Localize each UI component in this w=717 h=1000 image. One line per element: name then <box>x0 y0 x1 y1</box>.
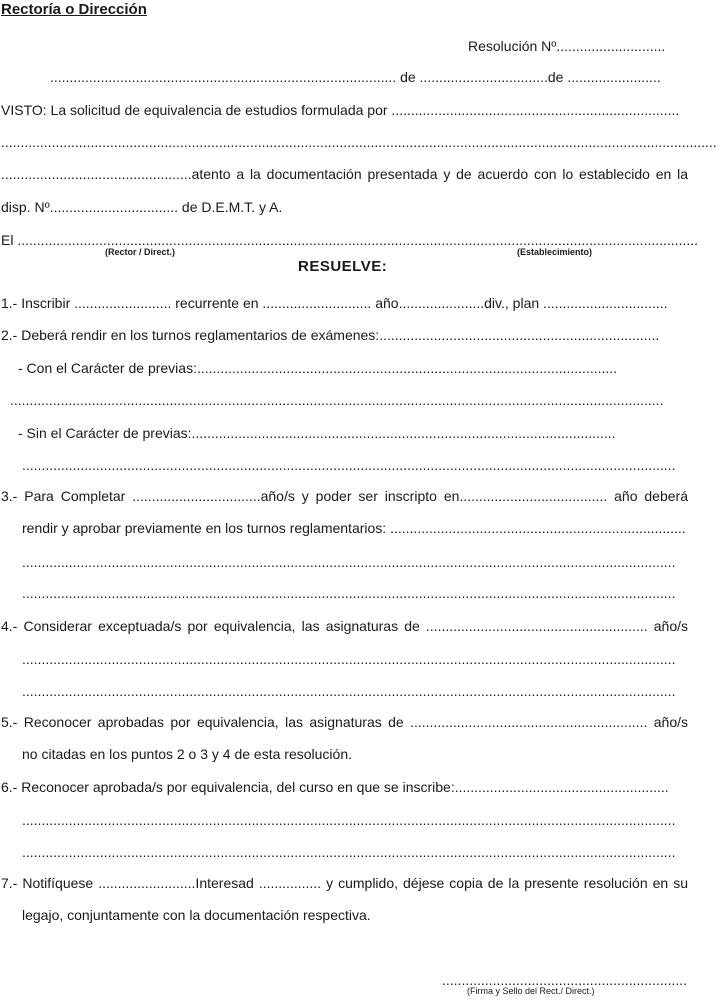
item-5-cont: no citadas en los puntos 2 o 3 y 4 de esta resolución. <box>22 746 352 762</box>
resuelve-heading: RESUELVE: <box>298 258 388 275</box>
fecha-line: ......................................................................................... de .................................de ........................ <box>50 69 661 85</box>
caption-rector: (Rector / Direct.) <box>105 247 176 257</box>
caption-establecimiento: (Establecimiento) <box>517 247 593 257</box>
item-3-dots-1: ........................................................................................................................................................................ <box>22 554 676 570</box>
item-3-dots-2: ........................................................................................................................................................................ <box>22 585 676 601</box>
visto-line-1: VISTO: La solicitud de equivalencia de estudios formulada por .......................................................................... <box>1 102 680 118</box>
item-4-dots-1: ........................................................................................................................................................................ <box>22 651 676 667</box>
signature-caption: (Firma y Sello del Rect./ Direct.) <box>467 986 595 996</box>
resolucion-number: Resolución Nº............................ <box>468 38 666 54</box>
item-3-cont: rendir y aprobar previamente en los turnos reglamentarios: ............................................................................ <box>22 520 686 536</box>
visto-line-2: ........................................................................................................................................................................................ <box>1 134 717 150</box>
item-2-sin-dots: ........................................................................................................................................................................ <box>22 457 676 473</box>
visto-line-3: .................................................atento a la documentación presentada y de acuerdo con lo establecido en la <box>1 166 688 182</box>
item-4-dots-2: ........................................................................................................................................................................ <box>22 683 676 699</box>
item-7-cont: legajo, conjuntamente con la documentación respectiva. <box>22 907 371 923</box>
item-6: 6.- Reconocer aprobada/s por equivalencia, del curso en que se inscribe:....................................................... <box>1 779 669 795</box>
page-title: Rectoría o Dirección <box>1 1 147 18</box>
el-line: El ............................................................................................................................................................................... <box>1 232 699 248</box>
item-5: 5.- Reconocer aprobadas por equivalencia, las asignaturas de ............................................................. año/s <box>1 714 688 730</box>
item-2-con-dots: ........................................................................................................................................................................ <box>10 392 664 408</box>
item-1: 1.- Inscribir ......................... recurrente en ............................ año......................div., plan ................................ <box>1 295 668 311</box>
item-2: 2.- Deberá rendir en los turnos reglamentarios de exámenes:........................................................................ <box>1 327 660 343</box>
visto-line-4: disp. Nº................................. de D.E.M.T. y A. <box>1 199 283 215</box>
item-3: 3.- Para Completar .................................año/s y poder ser inscripto en...................................... año deberá <box>1 488 688 504</box>
item-6-dots-1: ........................................................................................................................................................................ <box>22 812 676 828</box>
item-2-sin-previas: - Sin el Carácter de previas:............................................................................................................. <box>18 425 616 441</box>
item-6-dots-2: ........................................................................................................................................................................ <box>22 844 676 860</box>
item-7: 7.- Notifíquese .........................Interesad ................ y cumplido, déjese copia de la presente resolución en su <box>1 875 688 891</box>
item-4: 4.- Considerar exceptuada/s por equivalencia, las asignaturas de ......................................................... año/s <box>1 618 688 634</box>
item-2-con-previas: - Con el Carácter de previas:............................................................................................................ <box>18 360 618 376</box>
signature-line: ............................................................... <box>442 972 688 988</box>
